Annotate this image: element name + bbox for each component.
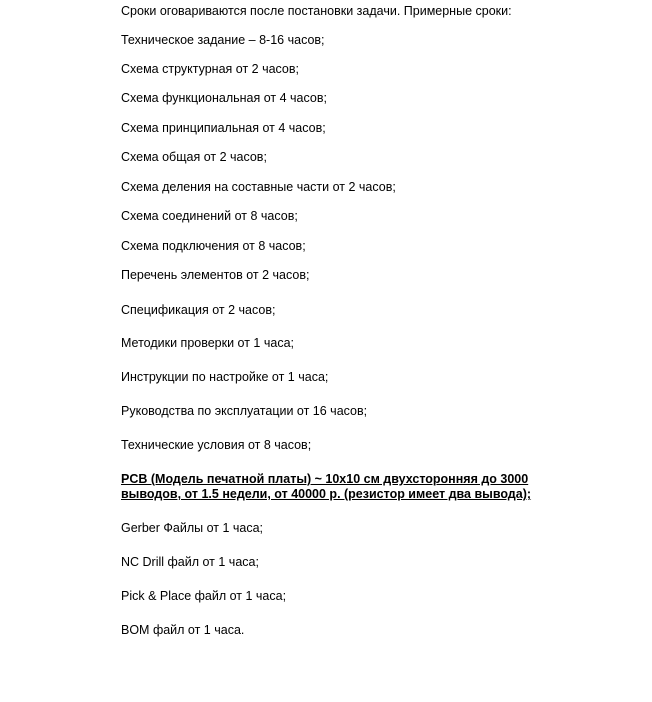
- pcb-list-item: Gerber Файлы от 1 часа;: [121, 521, 264, 535]
- list-item: Перечень элементов от 2 часов;: [121, 268, 310, 282]
- list-item: Техническое задание – 8-16 часов;: [121, 33, 325, 47]
- list-item: Схема подключения от 8 часов;: [121, 239, 306, 253]
- list-item: Схема общая от 2 часов;: [121, 150, 267, 164]
- list-item: Схема деления на составные части от 2 часов;: [121, 180, 396, 194]
- list-item: Инструкции по настройке от 1 часа;: [121, 370, 329, 384]
- list-item: Схема функциональная от 4 часов;: [121, 91, 327, 105]
- list-item: Технические условия от 8 часов;: [121, 438, 312, 452]
- intro-text: Сроки оговариваются после постановки задачи. Примерные сроки:: [121, 4, 512, 18]
- list-item: Руководства по эксплуатации от 16 часов;: [121, 404, 368, 418]
- pcb-heading-line-1: PCB (Модель печатной платы) ~ 10x10 см двухсторонняя до 3000: [121, 472, 529, 486]
- pcb-list-item: NC Drill файл от 1 часа;: [121, 555, 259, 569]
- pcb-heading: [121, 472, 561, 502]
- pcb-heading-line-2: выводов, от 1.5 недели, от 40000 р. (резистор имеет два вывода);: [121, 487, 532, 501]
- list-item: Методики проверки от 1 часа;: [121, 336, 294, 350]
- pcb-list-item: Pick & Place файл от 1 часа;: [121, 589, 287, 603]
- list-item: Спецификация от 2 часов;: [121, 303, 276, 317]
- list-item: Схема структурная от 2 часов;: [121, 62, 299, 76]
- pcb-list-item: BOM файл от 1 часа.: [121, 623, 245, 637]
- list-item: Схема принципиальная от 4 часов;: [121, 121, 326, 135]
- list-item: Схема соединений от 8 часов;: [121, 209, 298, 223]
